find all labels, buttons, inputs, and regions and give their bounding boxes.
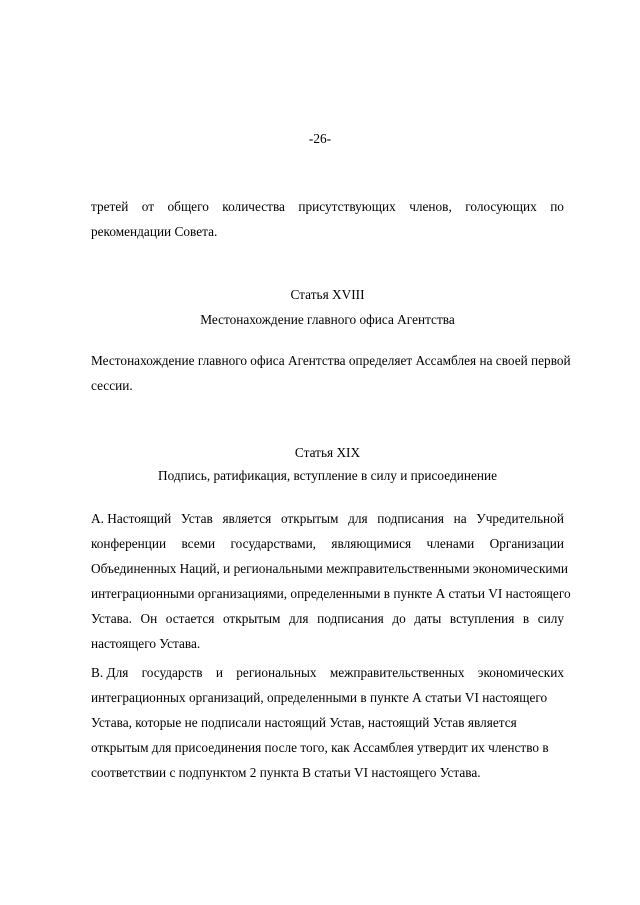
article-19-paragraph-a bbox=[91, 506, 571, 656]
article-19-paragraph-b bbox=[91, 660, 564, 785]
word: подписания bbox=[317, 611, 384, 626]
word: А. Настоящий bbox=[91, 511, 172, 526]
word: межправительственных bbox=[329, 665, 465, 680]
word: голосующих bbox=[465, 199, 537, 214]
article-19-title: Подпись, ратификация, вступление в силу и присоединение bbox=[157, 468, 498, 483]
word: третей bbox=[91, 199, 129, 214]
word: Он bbox=[140, 611, 158, 626]
word: остается bbox=[165, 611, 215, 626]
word: открытым bbox=[222, 611, 281, 626]
word: являющимися bbox=[331, 536, 412, 551]
word: конференции bbox=[91, 536, 167, 551]
paragraph-line bbox=[91, 531, 564, 556]
word: на bbox=[453, 511, 467, 526]
word: в bbox=[522, 611, 530, 626]
word: государствами, bbox=[230, 536, 317, 551]
paragraph-line: интеграционными организациями, определенными в пункте А статьи VI настоящего bbox=[91, 586, 571, 601]
word: членами bbox=[426, 536, 475, 551]
paragraph-line bbox=[91, 660, 564, 685]
word: общего bbox=[167, 199, 209, 214]
word: В. Для bbox=[91, 665, 129, 680]
word: является bbox=[222, 511, 272, 526]
word: силу bbox=[537, 611, 564, 626]
paragraph-line: Объединенных Наций, и региональными межправительственными экономическими bbox=[91, 561, 569, 576]
article-18-title: Местонахождение главного офиса Агентства bbox=[200, 312, 455, 327]
paragraph-line: Устава, которые не подписали настоящий Устав, настоящий Устав является bbox=[91, 715, 517, 730]
article-18-heading: Статья XVIII bbox=[290, 287, 365, 302]
article-19-heading: Статья XIX bbox=[294, 445, 361, 460]
paragraph-continuation bbox=[91, 194, 564, 244]
paragraph-line: соответствии с подпунктом 2 пункта В статьи VI настоящего Устава. bbox=[91, 765, 481, 780]
word: Организации bbox=[489, 536, 564, 551]
word: региональных bbox=[236, 665, 317, 680]
article-18-paragraph bbox=[91, 348, 571, 398]
paragraph-line: сессии. bbox=[91, 378, 133, 393]
word: членов, bbox=[409, 199, 452, 214]
paragraph-line bbox=[91, 506, 564, 531]
word: подписания bbox=[377, 511, 444, 526]
paragraph-line: открытым для присоединения после того, как Ассамблея утвердит их членство в bbox=[91, 740, 549, 755]
paragraph-line bbox=[91, 606, 564, 631]
word: количества bbox=[222, 199, 285, 214]
word: Учредительной bbox=[476, 511, 564, 526]
word: и bbox=[215, 665, 223, 680]
word: Устав bbox=[180, 511, 213, 526]
word: вступления bbox=[449, 611, 515, 626]
word: присутствующих bbox=[298, 199, 396, 214]
word: Устава. bbox=[91, 611, 132, 626]
paragraph-line: рекомендации Совета. bbox=[91, 224, 218, 239]
word: по bbox=[550, 199, 564, 214]
word: для bbox=[348, 511, 368, 526]
word: от bbox=[141, 199, 155, 214]
paragraph-line: интеграционных организаций, определенными в пункте А статьи VI настоящего bbox=[91, 690, 548, 705]
page-number: -26- bbox=[308, 131, 332, 146]
word: даты bbox=[414, 611, 442, 626]
word: экономических bbox=[477, 665, 564, 680]
word: для bbox=[289, 611, 309, 626]
word: государств bbox=[141, 665, 203, 680]
word: до bbox=[392, 611, 406, 626]
paragraph-line: настоящего Устава. bbox=[91, 636, 201, 651]
word: всеми bbox=[181, 536, 216, 551]
paragraph-line: Местонахождение главного офиса Агентства определяет Ассамблея на своей первой bbox=[91, 353, 571, 368]
paragraph-line bbox=[91, 194, 564, 219]
word: открытым bbox=[280, 511, 339, 526]
